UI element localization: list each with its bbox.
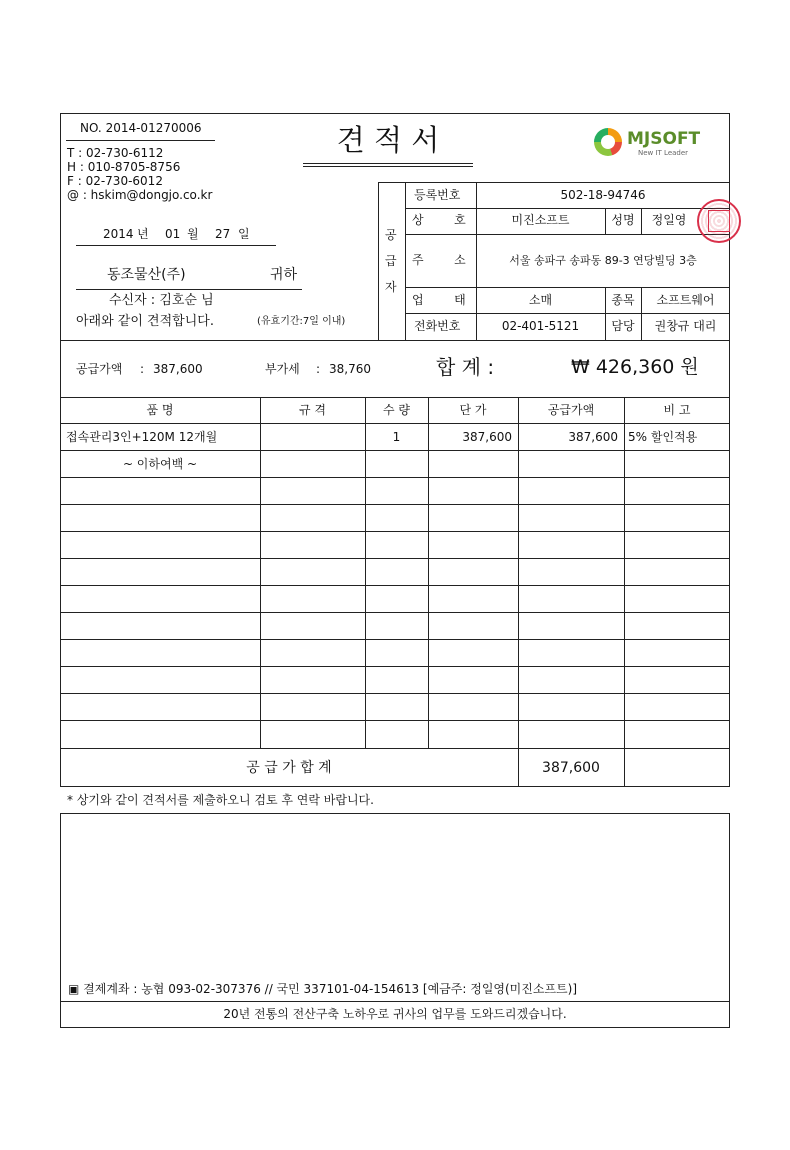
supplier-label-3: 자 (385, 280, 397, 294)
footer-remark: * 상기와 같이 견적서를 제출하오니 검토 후 연락 바랍니다. (67, 793, 374, 807)
logo-ring-icon (594, 128, 622, 156)
date-day: 27 (215, 227, 231, 241)
bank-account: ▣ 결제계좌 : 농협 093-02-307376 // 국민 337101-04-154613 [예금주: 정일영(미진소프트)] (68, 982, 578, 996)
column-header-qty: 수 량 (383, 403, 410, 417)
phone-value: 02-401-5121 (501, 319, 580, 333)
supply-amount-label: 공급가액 (76, 362, 123, 376)
column-header-item: 품 명 (146, 403, 174, 417)
footer-slogan: 20년 전통의 전산구축 노하우로 귀사의 업무를 도와드리겠습니다. (223, 1007, 567, 1021)
row-1-note: 5% 할인적용 (628, 430, 698, 444)
page-title: 견 적 서 (336, 123, 440, 157)
phone-label: 전화번호 (414, 319, 461, 333)
business-type-value: 소매 (528, 293, 553, 307)
contact-email: @ : hskim@dongjo.co.kr (67, 188, 213, 202)
document-number: NO. 2014-01270006 (80, 121, 202, 135)
contact-fax: F : 02-730-6012 (67, 174, 163, 188)
address-value: 서울 송파구 송파동 89-3 연당빌딩 3층 (509, 254, 697, 267)
logo-tagline: New IT Leader (638, 149, 689, 157)
staff-label: 담당 (611, 319, 635, 333)
representative-value: 정일영 (651, 213, 687, 227)
grand-total-label: 합 계 : (436, 355, 495, 379)
business-type-label: 업 태 (412, 293, 466, 307)
row-2-item: ~ 이하여백 ~ (122, 457, 198, 471)
company-seal-icon (697, 199, 741, 243)
grand-total-value: ₩ 426,360 원 (571, 356, 699, 378)
contact-phone: T : 02-730-6112 (67, 146, 164, 160)
vat-label: 부가세 (265, 362, 300, 376)
date-month: 01 (165, 227, 181, 241)
vat-value: 38,760 (329, 362, 371, 376)
logo-brand: MJSOFT (627, 129, 701, 149)
staff-value: 권창규 대리 (654, 319, 717, 333)
reg-number-label: 등록번호 (414, 188, 461, 202)
business-item-value: 소프트웨어 (656, 293, 715, 307)
column-header-spec: 규 격 (299, 403, 326, 417)
estimate-notice: 아래와 같이 견적합니다. (76, 314, 214, 329)
row-1-amount: 387,600 (568, 430, 618, 444)
row-1-item: 접속관리3인+120M 12개월 (66, 430, 218, 444)
address-label: 주 소 (412, 253, 466, 267)
date-year-label: 년 (137, 227, 149, 241)
column-header-amount: 공급가액 (547, 403, 595, 417)
contact-mobile: H : 010-8705-8756 (67, 160, 181, 174)
recipient-name: 동조물산(주) (107, 267, 186, 283)
recipient-honorific: 귀하 (270, 267, 298, 283)
supply-total-label: 공 급 가 합 계 (246, 760, 332, 776)
date-day-label: 일 (238, 227, 250, 241)
date-month-label: 월 (187, 227, 199, 241)
supply-amount-value: 387,600 (153, 362, 203, 376)
row-1-unit-price: 387,600 (462, 430, 512, 444)
vat-colon: : (316, 362, 321, 376)
supplier-label-2: 급 (385, 254, 397, 268)
supply-total-amount: 387,600 (542, 760, 600, 776)
supply-amount-colon: : (140, 362, 145, 376)
reg-number-value: 502-18-94746 (560, 188, 646, 202)
column-header-note: 비 고 (663, 403, 691, 417)
receiver: 수신자 : 김호순 님 (109, 293, 214, 308)
column-header-unit-price: 단 가 (459, 403, 487, 417)
company-logo (594, 128, 704, 162)
company-name-label: 상 호 (412, 213, 466, 227)
company-name-value: 미진소프트 (511, 213, 570, 227)
representative-label: 성명 (611, 213, 635, 227)
date-year: 2014 (103, 227, 134, 241)
row-1-qty: 1 (392, 430, 401, 444)
validity-period: (유효기간:7일 이내) (257, 316, 346, 327)
supplier-label-1: 공 (385, 228, 397, 242)
business-item-label: 종목 (611, 293, 635, 307)
